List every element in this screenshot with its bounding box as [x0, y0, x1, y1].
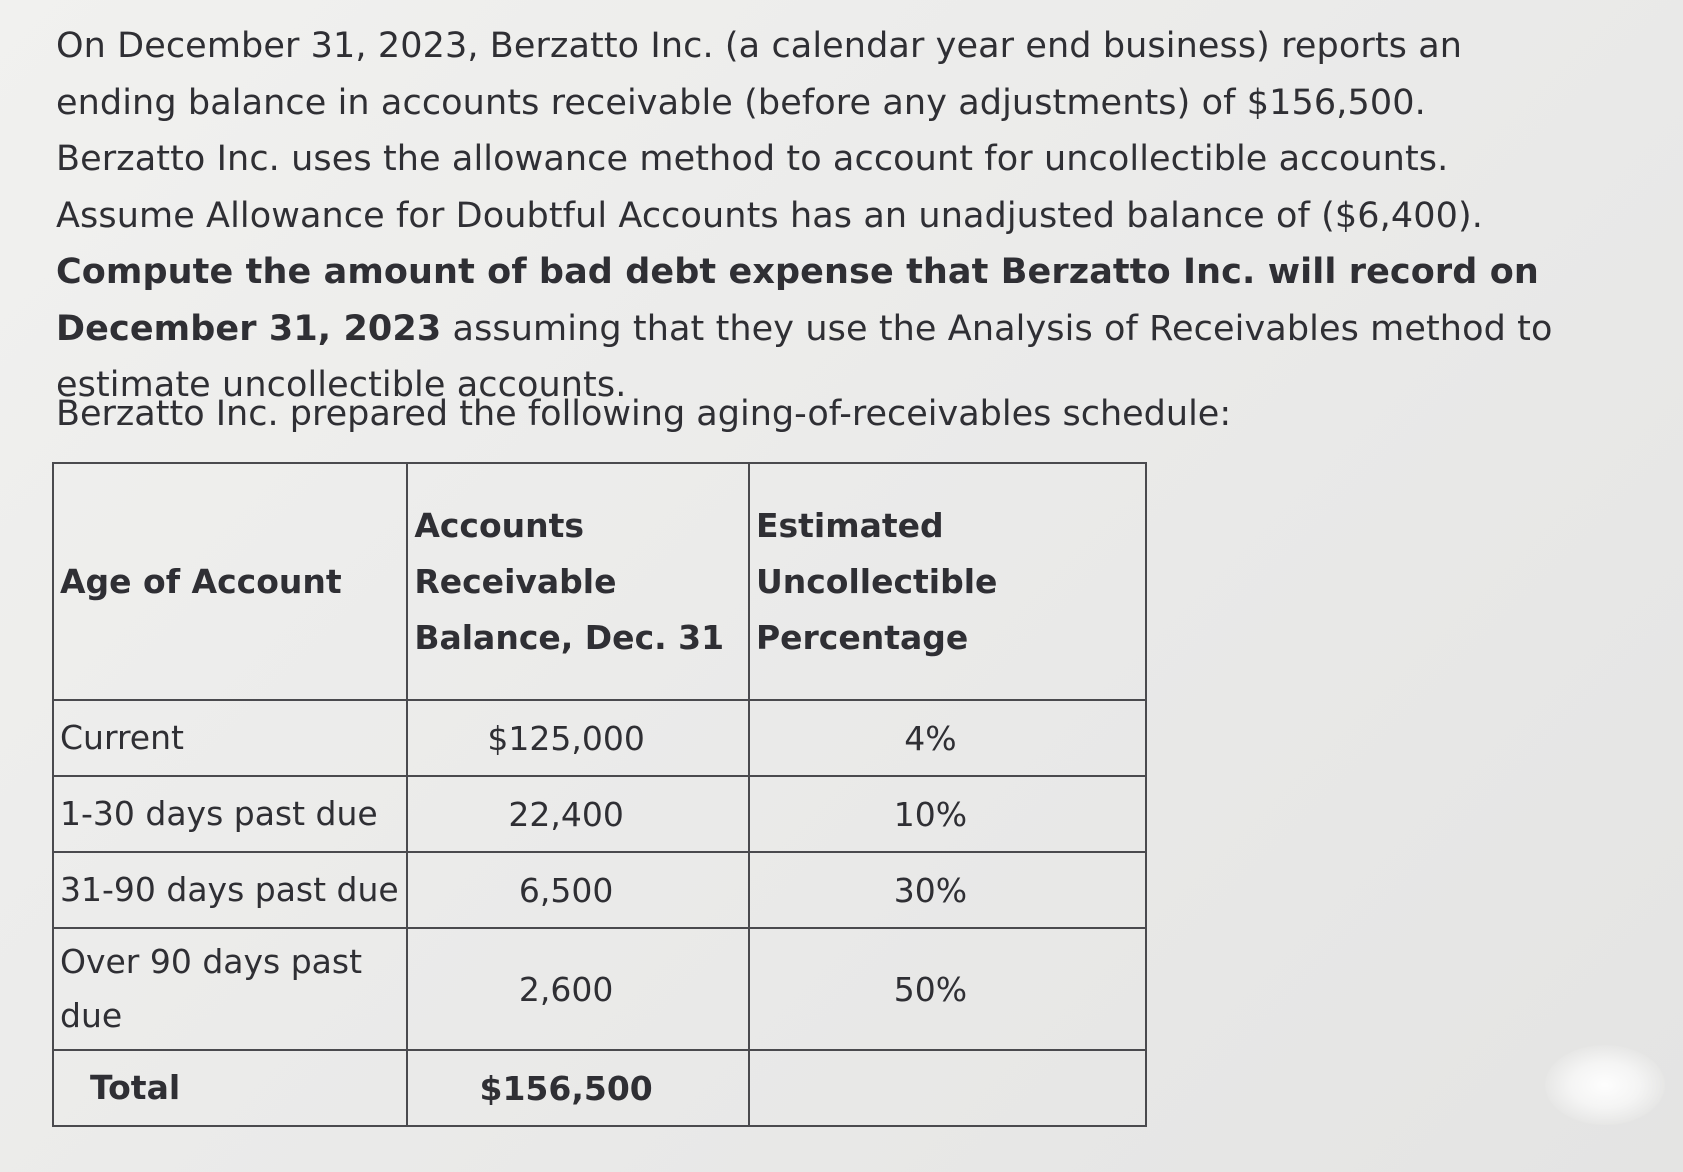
table-row: [53, 928, 1146, 1050]
total-percentage: [749, 1050, 1146, 1126]
row-percentage: 50%: [749, 928, 1146, 1050]
row-age: 31-90 days past due: [53, 852, 407, 928]
header-uncollectible-percentage: Estimated Uncollectible Percentage: [749, 463, 1146, 700]
row-percentage: 30%: [749, 852, 1146, 928]
row-balance: $125,000: [407, 700, 749, 776]
table-header-row: [53, 463, 1146, 700]
total-label: Total: [53, 1050, 407, 1126]
table-row: [53, 776, 1146, 852]
header-age-of-account: Age of Account: [53, 463, 407, 700]
aging-schedule-table: [52, 462, 1147, 1127]
header-ar-balance: Accounts Receivable Balance, Dec. 31: [407, 463, 749, 700]
question-bold-instruction: Compute the amount of bad debt expense that Berzatto Inc. will record on December 31, 2023: [56, 252, 1539, 349]
table-total-row: [53, 1050, 1146, 1126]
question-part2: assuming that they use the Analysis of Receivables method to estimate uncollectible accounts.: [56, 308, 1553, 405]
row-percentage: 4%: [749, 700, 1146, 776]
table-row: [53, 852, 1146, 928]
total-balance: $156,500: [407, 1050, 749, 1126]
row-percentage: 10%: [749, 776, 1146, 852]
question-text: [56, 18, 1576, 414]
row-age: 1-30 days past due: [53, 776, 407, 852]
row-balance: 6,500: [407, 852, 749, 928]
row-balance: 2,600: [407, 928, 749, 1050]
question-part1: On December 31, 2023, Berzatto Inc. (a calendar year end business) reports an ending balance in accounts receivable (before any adjustments) of $156,500. Berzatto Inc. uses the allowance method to account for uncollectible accounts. Assume Allowance for Doubtful Accounts has an unadjusted balance of ($6,400).: [56, 26, 1483, 236]
screen-glare: [1545, 1045, 1665, 1125]
row-age: Over 90 days past due: [53, 928, 407, 1050]
row-balance: 22,400: [407, 776, 749, 852]
schedule-intro: Berzatto Inc. prepared the following aging-of-receivables schedule:: [56, 394, 1232, 434]
table-row: [53, 700, 1146, 776]
row-age: Current: [53, 700, 407, 776]
